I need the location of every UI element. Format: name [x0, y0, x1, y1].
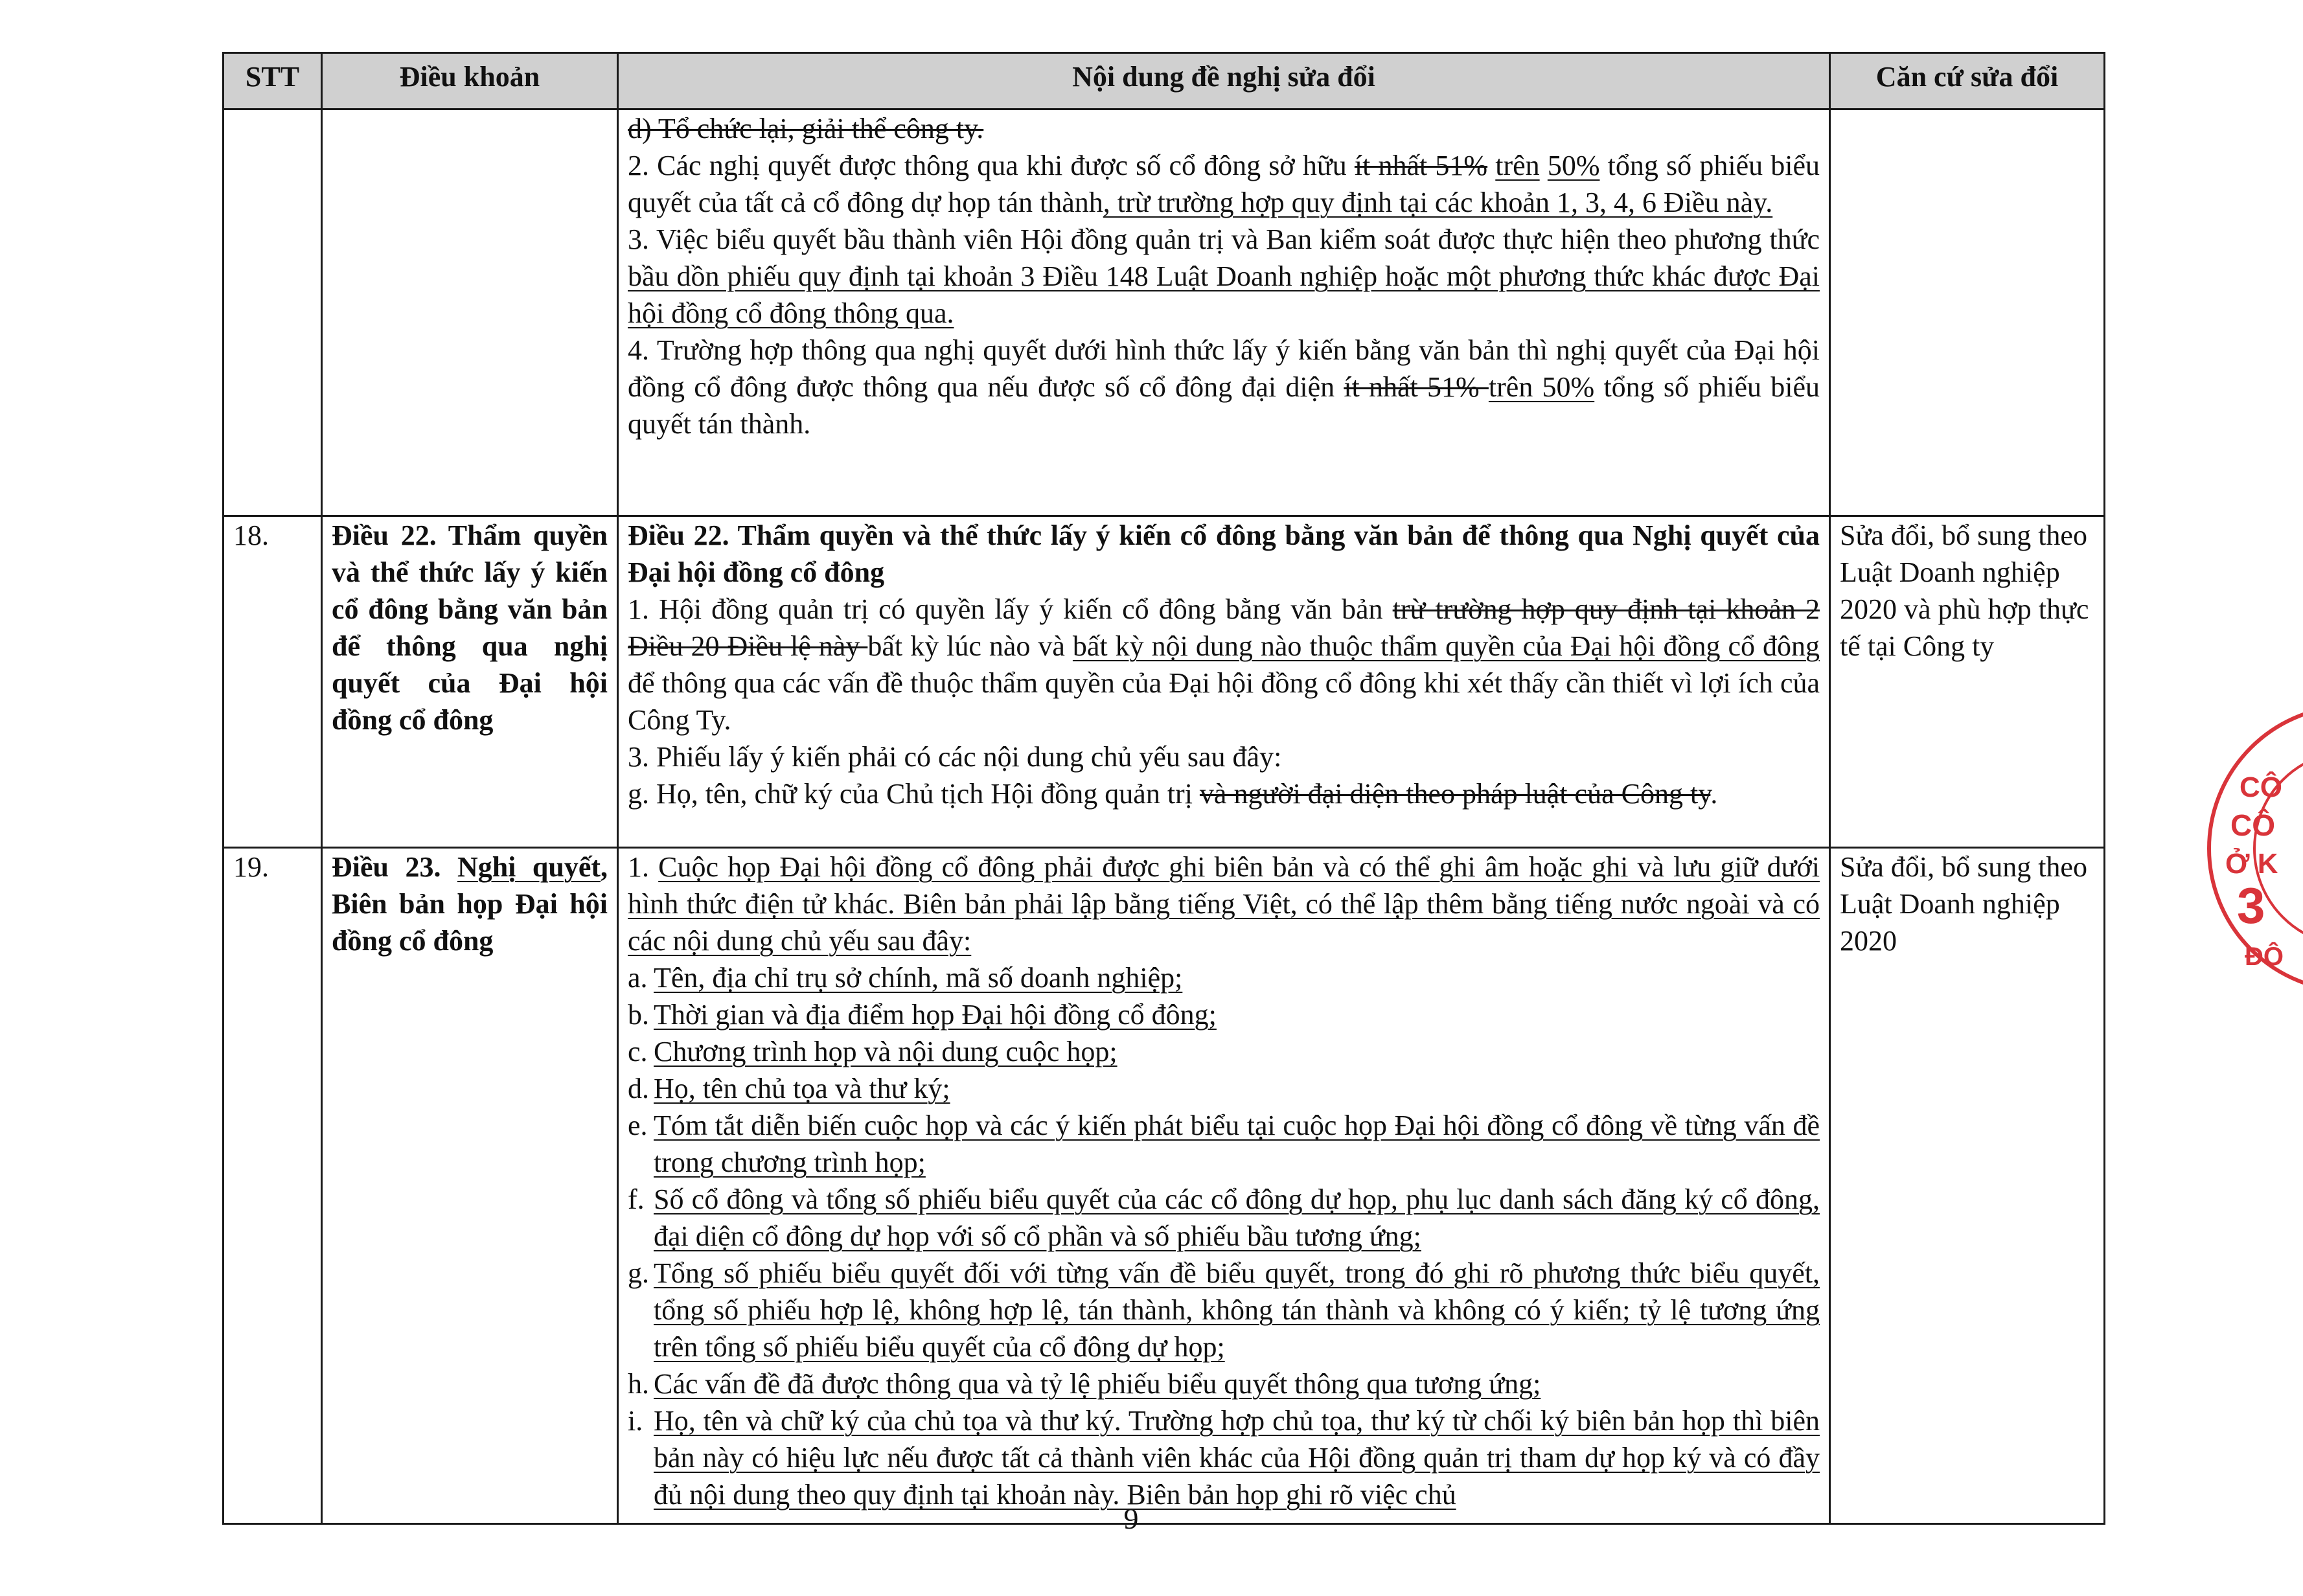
company-seal [2199, 700, 2303, 998]
inserted-text: bầu dồn phiếu quy định tại khoản 3 Điều 148 Luật Doanh nghiệp hoặc một phương thức khác được Đại hội đồng cổ đông thông qua. [628, 260, 1820, 329]
content-paragraph: 4. Trường hợp thông qua nghị quyết dưới hình thức lấy ý kiến bằng văn bản thì nghị quyết của Đại hội đồng cổ đông được thông qua nếu được số cổ đông đại diện ít nhất 51% trên 50% tổng số phiếu biểu quyết tán thành. [628, 334, 1820, 440]
amendment-table [222, 52, 2105, 1525]
stt-cell: 18. [223, 516, 322, 848]
seal-graphic [2199, 700, 2303, 998]
inserted-text: trên [1495, 150, 1540, 181]
list-item-label: g. [628, 1257, 649, 1289]
seal-text-fragment: ĐÔ [2245, 942, 2284, 971]
basis-cell: Sửa đổi, bổ sung theo Luật Doanh nghiệp 2020 và phù hợp thực tế tại Công ty [1830, 516, 2105, 848]
content-paragraph: 3. Phiếu lấy ý kiến phải có các nội dung chủ yếu sau đây: [628, 741, 1282, 773]
content-cell [618, 848, 1830, 1524]
seal-text-fragment: CÔ [2240, 771, 2282, 803]
clause-cell: Điều 22. Thẩm quyền và thể thức lấy ý kiến cổ đông bằng văn bản để thông qua nghị quyết của Đại hội đồng cổ đông [322, 516, 618, 848]
inserted-text: Thời gian và địa điểm họp Đại hội đồng cổ đông; [654, 999, 1217, 1031]
inserted-text: Cuộc họp Đại hội đồng cổ đông phải được ghi biên bản và có thể ghi âm hoặc ghi và lưu giữ dưới hình thức điện tử khác. Biên bản phải lập bằng tiếng Việt, có thể lập thêm bằng tiếng nước ngoài và có các nội dung chủ yếu sau đây: [628, 851, 1820, 957]
table-row [223, 848, 2105, 1524]
list-item [628, 1365, 1820, 1402]
clause-cell: Điều 23. Nghị quyết, Biên bản họp Đại hội đồng cổ đông [322, 848, 618, 1524]
content-paragraph: 1. Cuộc họp Đại hội đồng cổ đông phải được ghi biên bản và có thể ghi âm hoặc ghi và lưu giữ dưới hình thức điện tử khác. Biên bản phải lập bằng tiếng Việt, có thể lập thêm bằng tiếng nước ngoài và có các nội dung chủ yếu sau đây: [628, 851, 1820, 957]
seal-text-fragment: 3 [2237, 877, 2265, 934]
seal-text-fragment: CÔ [2230, 808, 2275, 842]
list-item [628, 1181, 1820, 1255]
list-item [628, 959, 1820, 996]
minutes-items-list [628, 959, 1820, 1513]
list-item-label: c. [628, 1036, 648, 1067]
inserted-text: Các vấn đề đã được thông qua và tỷ lệ phiếu biểu quyết thông qua tương ứng; [654, 1368, 1541, 1400]
basis-cell: Sửa đổi, bổ sung theo Luật Doanh nghiệp 2020 [1830, 848, 2105, 1524]
list-item-label: f. [628, 1183, 645, 1215]
stt-cell [223, 109, 322, 516]
list-item-label: h. [628, 1368, 649, 1400]
list-item [628, 1070, 1820, 1107]
stt-cell: 19. [223, 848, 322, 1524]
inserted-text: Tên, địa chỉ trụ sở chính, mã số doanh nghiệp; [654, 962, 1183, 994]
inserted-text: 50% [1547, 150, 1600, 181]
header-stt: STT [223, 53, 322, 109]
deleted-text: trừ trường hợp quy định tại khoản 2 Điều 20 Điều lệ này [628, 593, 1820, 662]
inserted-text: Tóm tắt diễn biến cuộc họp và các ý kiến phát biểu tại cuộc họp Đại hội đồng cổ đông về từng vấn đề trong chương trình họp; [654, 1110, 1820, 1178]
list-item [628, 1402, 1820, 1513]
inserted-text: trên 50% [1488, 371, 1595, 403]
inserted-text: Họ, tên và chữ ký của chủ tọa và thư ký. Trường hợp chủ tọa, thư ký từ chối ký biên bản họp thì biên bản này có hiệu lực nếu được tất cả thành viên khác của Hội đồng quản trị tham dự họp ký và có đầy đủ nội dung theo quy định tại khoản này. Biên bản họp ghi rõ việc chủ [654, 1405, 1820, 1510]
table-row [223, 516, 2105, 848]
deleted-text: ít nhất 51% [1344, 371, 1489, 403]
list-item-label: d. [628, 1073, 649, 1104]
list-item [628, 1255, 1820, 1365]
seal-text-fragment: Ở K [2225, 848, 2278, 880]
content-cell [618, 109, 1830, 516]
list-item-label: b. [628, 999, 649, 1031]
inserted-text: Nghị quyết [457, 851, 601, 883]
table-header-row [223, 53, 2105, 109]
inserted-text: Tổng số phiếu biểu quyết đối với từng vấn đề biểu quyết, trong đó ghi rõ phương thức biểu quyết, tổng số phiếu hợp lệ, không hợp lệ, tán thành, không tán thành và không có ý kiến; tỷ lệ tương ứng trên tổng số phiếu biểu quyết của cổ đông dự họp; [654, 1257, 1820, 1363]
deleted-text: và người đại diện theo pháp luật của Công ty [1199, 778, 1711, 810]
content-paragraph: 2. Các nghị quyết được thông qua khi được số cổ đông sở hữu ít nhất 51% trên 50% tổng số phiếu biểu quyết của tất cả cổ đông dự họp tán thành, trừ trường hợp quy định tại các khoản 1, 3, 4, 6 Điều này. [628, 150, 1820, 218]
deleted-text: ít nhất 51% [1354, 150, 1488, 181]
list-item-label: i. [628, 1405, 643, 1437]
header-content: Nội dung đề nghị sửa đổi [618, 53, 1830, 109]
content-paragraph: 1. Hội đồng quản trị có quyền lấy ý kiến cổ đông bằng văn bản trừ trường hợp quy định tại khoản 2 Điều 20 Điều lệ này bất kỳ lúc nào và bất kỳ nội dung nào thuộc thẩm quyền của Đại hội đồng cổ đông để thông qua các vấn đề thuộc thẩm quyền của Đại hội đồng cổ đông khi xét thấy cần thiết vì lợi ích của Công Ty. [628, 593, 1820, 736]
list-item-label: a. [628, 962, 648, 994]
list-item-label: e. [628, 1110, 648, 1141]
inserted-text: Họ, tên chủ tọa và thư ký; [654, 1073, 950, 1104]
list-item [628, 1107, 1820, 1181]
content-paragraph: 3. Việc biểu quyết bầu thành viên Hội đồng quản trị và Ban kiểm soát được thực hiện theo phương thức bầu dồn phiếu quy định tại khoản 3 Điều 148 Luật Doanh nghiệp hoặc một phương thức khác được Đại hội đồng cổ đông thông qua. [628, 223, 1820, 329]
table-row [223, 109, 2105, 516]
deleted-text: d) Tổ chức lại, giải thể công ty. [628, 113, 984, 144]
list-item [628, 996, 1820, 1033]
clause-cell [322, 109, 618, 516]
header-basis: Căn cứ sửa đổi [1830, 53, 2105, 109]
content-cell [618, 516, 1830, 848]
article-title: Điều 22. Thẩm quyền và thể thức lấy ý kiến cổ đông bằng văn bản để thông qua Nghị quyết của Đại hội đồng cổ đông [628, 519, 1820, 588]
list-item [628, 1033, 1820, 1070]
basis-cell [1830, 109, 2105, 516]
content-paragraph: g. Họ, tên, chữ ký của Chủ tịch Hội đồng quản trị và người đại diện theo pháp luật của Công ty. [628, 778, 1718, 810]
inserted-text: , trừ trường hợp quy định tại các khoản 1, 3, 4, 6 Điều này. [1103, 187, 1773, 218]
inserted-text: Chương trình họp và nội dung cuộc họp; [654, 1036, 1117, 1067]
inserted-text: Số cổ đông và tổng số phiếu biểu quyết của các cổ đông dự họp, phụ lục danh sách đăng ký cổ đông, đại diện cổ đông dự họp với số cổ phần và số phiếu bầu tương ứng; [654, 1183, 1820, 1252]
page-number: 9 [1123, 1502, 1139, 1535]
header-clause: Điều khoản [322, 53, 618, 109]
inserted-text: bất kỳ nội dung nào thuộc thẩm quyền của Đại hội đồng cổ đông [1072, 630, 1820, 662]
